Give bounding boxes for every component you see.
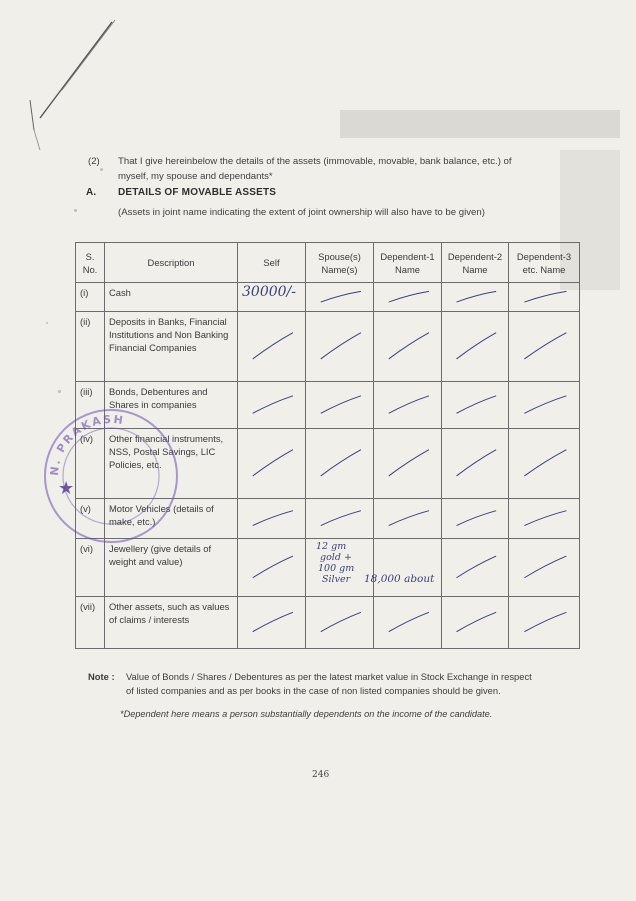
nil-slash-mark	[306, 429, 373, 498]
slash-cell	[442, 382, 509, 429]
slash-cell	[238, 539, 306, 597]
slash-cell	[509, 429, 580, 499]
header-self: Self	[238, 243, 306, 283]
nil-slash-mark	[374, 283, 441, 311]
slash-cell	[509, 499, 580, 539]
row-description: Motor Vehicles (details of make, etc.)	[105, 499, 238, 539]
nil-slash-mark	[442, 429, 508, 498]
row-description: Deposits in Banks, Financial Institutions and Non Banking Financial Companies	[105, 312, 238, 382]
row-description: Other assets, such as values of claims / interests	[105, 597, 238, 649]
nil-slash-mark	[509, 597, 579, 648]
handwritten-gold-label: gold +	[320, 552, 352, 563]
row-description: Other financial instruments, NSS, Postal Savings, LIC Policies, etc.	[105, 429, 238, 499]
slash-cell	[306, 382, 374, 429]
nil-slash-mark	[238, 539, 305, 596]
page-number: 246	[312, 770, 330, 780]
handwritten-silver-weight: 100 gm	[318, 563, 355, 574]
nil-slash-mark	[238, 499, 305, 538]
row-sno: (i)	[76, 283, 105, 312]
slash-cell	[374, 597, 442, 649]
row-sno: (ii)	[76, 312, 105, 382]
slash-cell	[509, 539, 580, 597]
handwritten-cash-amount: 30000/-	[242, 284, 296, 300]
slash-cell	[238, 429, 306, 499]
nil-slash-mark	[306, 382, 373, 428]
nil-slash-mark	[374, 312, 441, 381]
scan-speck	[74, 209, 77, 212]
nil-slash-mark	[374, 597, 441, 648]
note-line-1: Value of Bonds / Shares / Debentures as per the latest market value in Stock Exchange in respect	[126, 671, 532, 682]
note-line-2: of listed companies and as per books in the case of non listed companies should be given.	[126, 685, 501, 696]
row-sno: (iii)	[76, 382, 105, 429]
slash-cell	[442, 499, 509, 539]
intro-line-2: myself, my spouse and dependants*	[118, 171, 273, 182]
scan-noise-band	[340, 110, 620, 138]
scan-speck	[46, 322, 48, 324]
nil-slash-mark	[442, 283, 508, 311]
nil-slash-mark	[509, 539, 579, 596]
slash-cell	[374, 429, 442, 499]
header-dependent-2: Dependent-2 Name	[442, 243, 509, 283]
nil-slash-mark	[374, 382, 441, 428]
slash-cell	[509, 382, 580, 429]
slash-cell	[374, 312, 442, 382]
nil-slash-mark	[509, 312, 579, 381]
header-spouse: Spouse(s) Name(s)	[306, 243, 374, 283]
handwritten-silver-label: Silver	[322, 574, 351, 585]
svg-text:N. PRAKASH	[48, 413, 126, 477]
nil-slash-mark	[238, 429, 305, 498]
row-sno: (vi)	[76, 539, 105, 597]
row-description: Bonds, Debentures and Shares in companies	[105, 382, 238, 429]
slash-cell	[509, 597, 580, 649]
nil-slash-mark	[238, 597, 305, 648]
header-description: Description	[105, 243, 238, 283]
table-row	[76, 312, 580, 382]
cash-self-cell	[238, 283, 306, 312]
slash-cell	[442, 283, 509, 312]
intro-number: (2)	[88, 156, 100, 167]
nil-slash-mark	[509, 382, 579, 428]
note-label: Note :	[88, 671, 115, 682]
nil-slash-mark	[306, 312, 373, 381]
slash-cell	[374, 499, 442, 539]
jewellery-dependent-1-cell	[364, 539, 442, 597]
nil-slash-mark	[509, 429, 579, 498]
slash-cell	[238, 597, 306, 649]
nil-slash-mark	[306, 597, 373, 648]
scan-artifact-lines	[0, 0, 200, 180]
header-dependent-1: Dependent-1 Name	[374, 243, 442, 283]
nil-slash-mark	[306, 499, 373, 538]
slash-cell	[306, 312, 374, 382]
slash-cell	[442, 539, 509, 597]
nil-slash-mark	[238, 312, 305, 381]
official-stamp	[36, 398, 186, 548]
table-row	[76, 283, 580, 312]
slash-cell	[374, 283, 442, 312]
footnote: *Dependent here means a person substantially dependents on the income of the candidate.	[120, 709, 493, 719]
slash-cell	[509, 312, 580, 382]
slash-cell	[306, 429, 374, 499]
slash-cell	[306, 283, 374, 312]
nil-slash-mark	[442, 382, 508, 428]
row-sno: (vii)	[76, 597, 105, 649]
star-icon: ★	[58, 478, 75, 499]
row-description: Cash	[105, 283, 238, 312]
scan-speck	[58, 390, 61, 393]
jewellery-spouse-cell	[306, 539, 374, 597]
row-sno: (v)	[76, 499, 105, 539]
nil-slash-mark	[442, 312, 508, 381]
nil-slash-mark	[374, 499, 441, 538]
handwritten-jewellery-value: 18,000 about	[364, 573, 435, 585]
slash-cell	[238, 382, 306, 429]
slash-cell	[442, 312, 509, 382]
row-sno: (iv)	[76, 429, 105, 499]
header-dependent-3: Dependent-3 etc. Name	[509, 243, 580, 283]
slash-cell	[238, 312, 306, 382]
slash-cell	[374, 382, 442, 429]
slash-cell	[306, 499, 374, 539]
nil-slash-mark	[509, 283, 579, 311]
table-header-row	[76, 243, 580, 283]
row-description: Jewellery (give details of weight and value)	[105, 539, 238, 597]
section-subtitle: (Assets in joint name indicating the extent of joint ownership will also have to be given)	[118, 207, 485, 218]
nil-slash-mark	[442, 499, 508, 538]
handwritten-gold-weight: 12 gm	[316, 541, 347, 552]
slash-cell	[238, 499, 306, 539]
slash-cell	[442, 429, 509, 499]
stamp-text: N. PRAKASH	[47, 412, 126, 477]
header-sno: S. No.	[76, 243, 105, 283]
nil-slash-mark	[442, 539, 508, 596]
section-letter: A.	[86, 187, 97, 198]
scan-speck	[100, 168, 103, 171]
nil-slash-mark	[509, 499, 579, 538]
slash-cell	[306, 597, 374, 649]
section-title: DETAILS OF MOVABLE ASSETS	[118, 187, 277, 198]
nil-slash-mark	[306, 283, 373, 311]
nil-slash-mark	[238, 382, 305, 428]
table-row	[76, 597, 580, 649]
intro-line-1: That I give hereinbelow the details of the assets (immovable, movable, bank balance, etc.) of	[118, 156, 512, 167]
nil-slash-mark	[374, 429, 441, 498]
slash-cell	[442, 597, 509, 649]
slash-cell	[509, 283, 580, 312]
nil-slash-mark	[442, 597, 508, 648]
